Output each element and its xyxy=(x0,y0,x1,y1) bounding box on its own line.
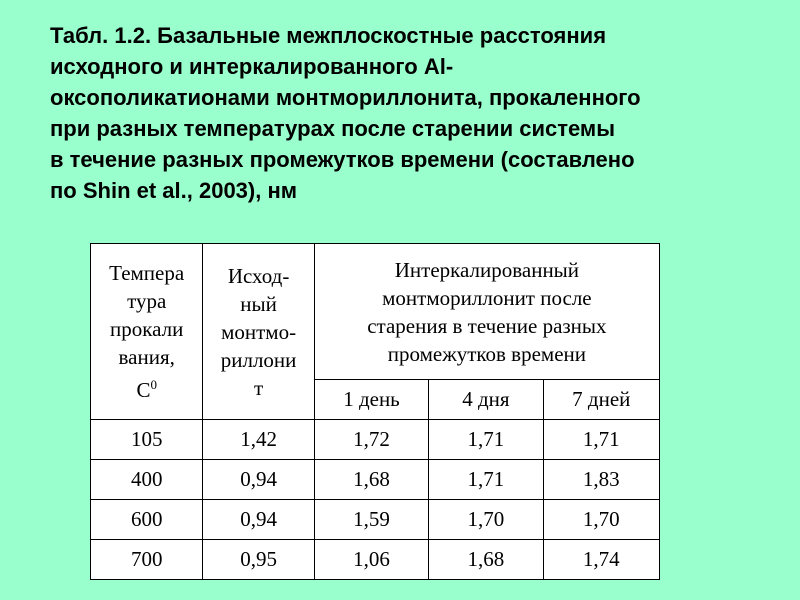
header-temperature-line: прокали xyxy=(110,317,184,341)
caption-line: Табл. 1.2. Базальные межплоскостные расстояния xyxy=(50,23,607,48)
cell-day7: 1,71 xyxy=(543,420,659,460)
cell-day4: 1,70 xyxy=(429,500,543,540)
cell-day1: 1,72 xyxy=(314,420,428,460)
cell-original: 0,95 xyxy=(203,540,314,580)
header-period-7days: 7 дней xyxy=(543,380,659,420)
cell-temperature: 400 xyxy=(91,460,203,500)
cell-day4: 1,71 xyxy=(429,420,543,460)
header-original-line: т xyxy=(253,375,264,400)
cell-day1: 1,06 xyxy=(314,540,428,580)
header-intercalated xyxy=(314,244,659,380)
caption-line: оксополикатионами монтмориллонита, прокаленного xyxy=(50,85,641,110)
table-row xyxy=(91,420,660,460)
table-header-row xyxy=(91,244,660,380)
spacing-table xyxy=(90,243,660,580)
cell-original: 0,94 xyxy=(203,500,314,540)
header-temperature-line: тура xyxy=(127,289,167,313)
header-intercalated-line: Интеркалированный xyxy=(394,257,580,282)
header-original-line: ный xyxy=(240,291,277,316)
header-intercalated-line: старения в течение разных xyxy=(367,313,607,338)
cell-temperature: 105 xyxy=(91,420,203,460)
cell-day7: 1,74 xyxy=(543,540,659,580)
header-temperature xyxy=(91,244,203,420)
cell-day4: 1,68 xyxy=(429,540,543,580)
header-period-4days: 4 дня xyxy=(429,380,543,420)
header-temperature-line: Темпера xyxy=(109,261,185,285)
cell-day4: 1,71 xyxy=(429,460,543,500)
caption-line: по Shin et al., 2003), нм xyxy=(50,178,298,203)
header-original-line: риллони xyxy=(220,347,297,372)
header-intercalated-line: промежутков времени xyxy=(387,341,587,366)
cell-day7: 1,83 xyxy=(543,460,659,500)
table-row xyxy=(91,500,660,540)
unit-superscript: 0 xyxy=(150,377,157,392)
caption-line: в течение разных промежутков времени (составлено xyxy=(50,147,635,172)
header-temperature-line: вания, xyxy=(118,345,175,369)
table-row xyxy=(91,540,660,580)
cell-day1: 1,59 xyxy=(314,500,428,540)
caption-line: исходного и интеркалированного Al- xyxy=(50,54,454,79)
cell-original: 1,42 xyxy=(203,420,314,460)
cell-original: 0,94 xyxy=(203,460,314,500)
header-intercalated-line: монтмориллонит после xyxy=(382,285,592,310)
header-original xyxy=(203,244,314,420)
cell-day7: 1,70 xyxy=(543,500,659,540)
unit-letter: С xyxy=(136,378,151,402)
cell-temperature: 600 xyxy=(91,500,203,540)
cell-temperature: 700 xyxy=(91,540,203,580)
header-original-line: монтмо- xyxy=(221,319,297,344)
header-temperature-unit xyxy=(94,371,199,404)
cell-day1: 1,68 xyxy=(314,460,428,500)
table-row xyxy=(91,460,660,500)
table-caption xyxy=(50,20,780,206)
header-original-line: Исход- xyxy=(227,263,290,288)
caption-line: при разных температурах после старении системы xyxy=(50,116,615,141)
header-period-1day: 1 день xyxy=(314,380,428,420)
